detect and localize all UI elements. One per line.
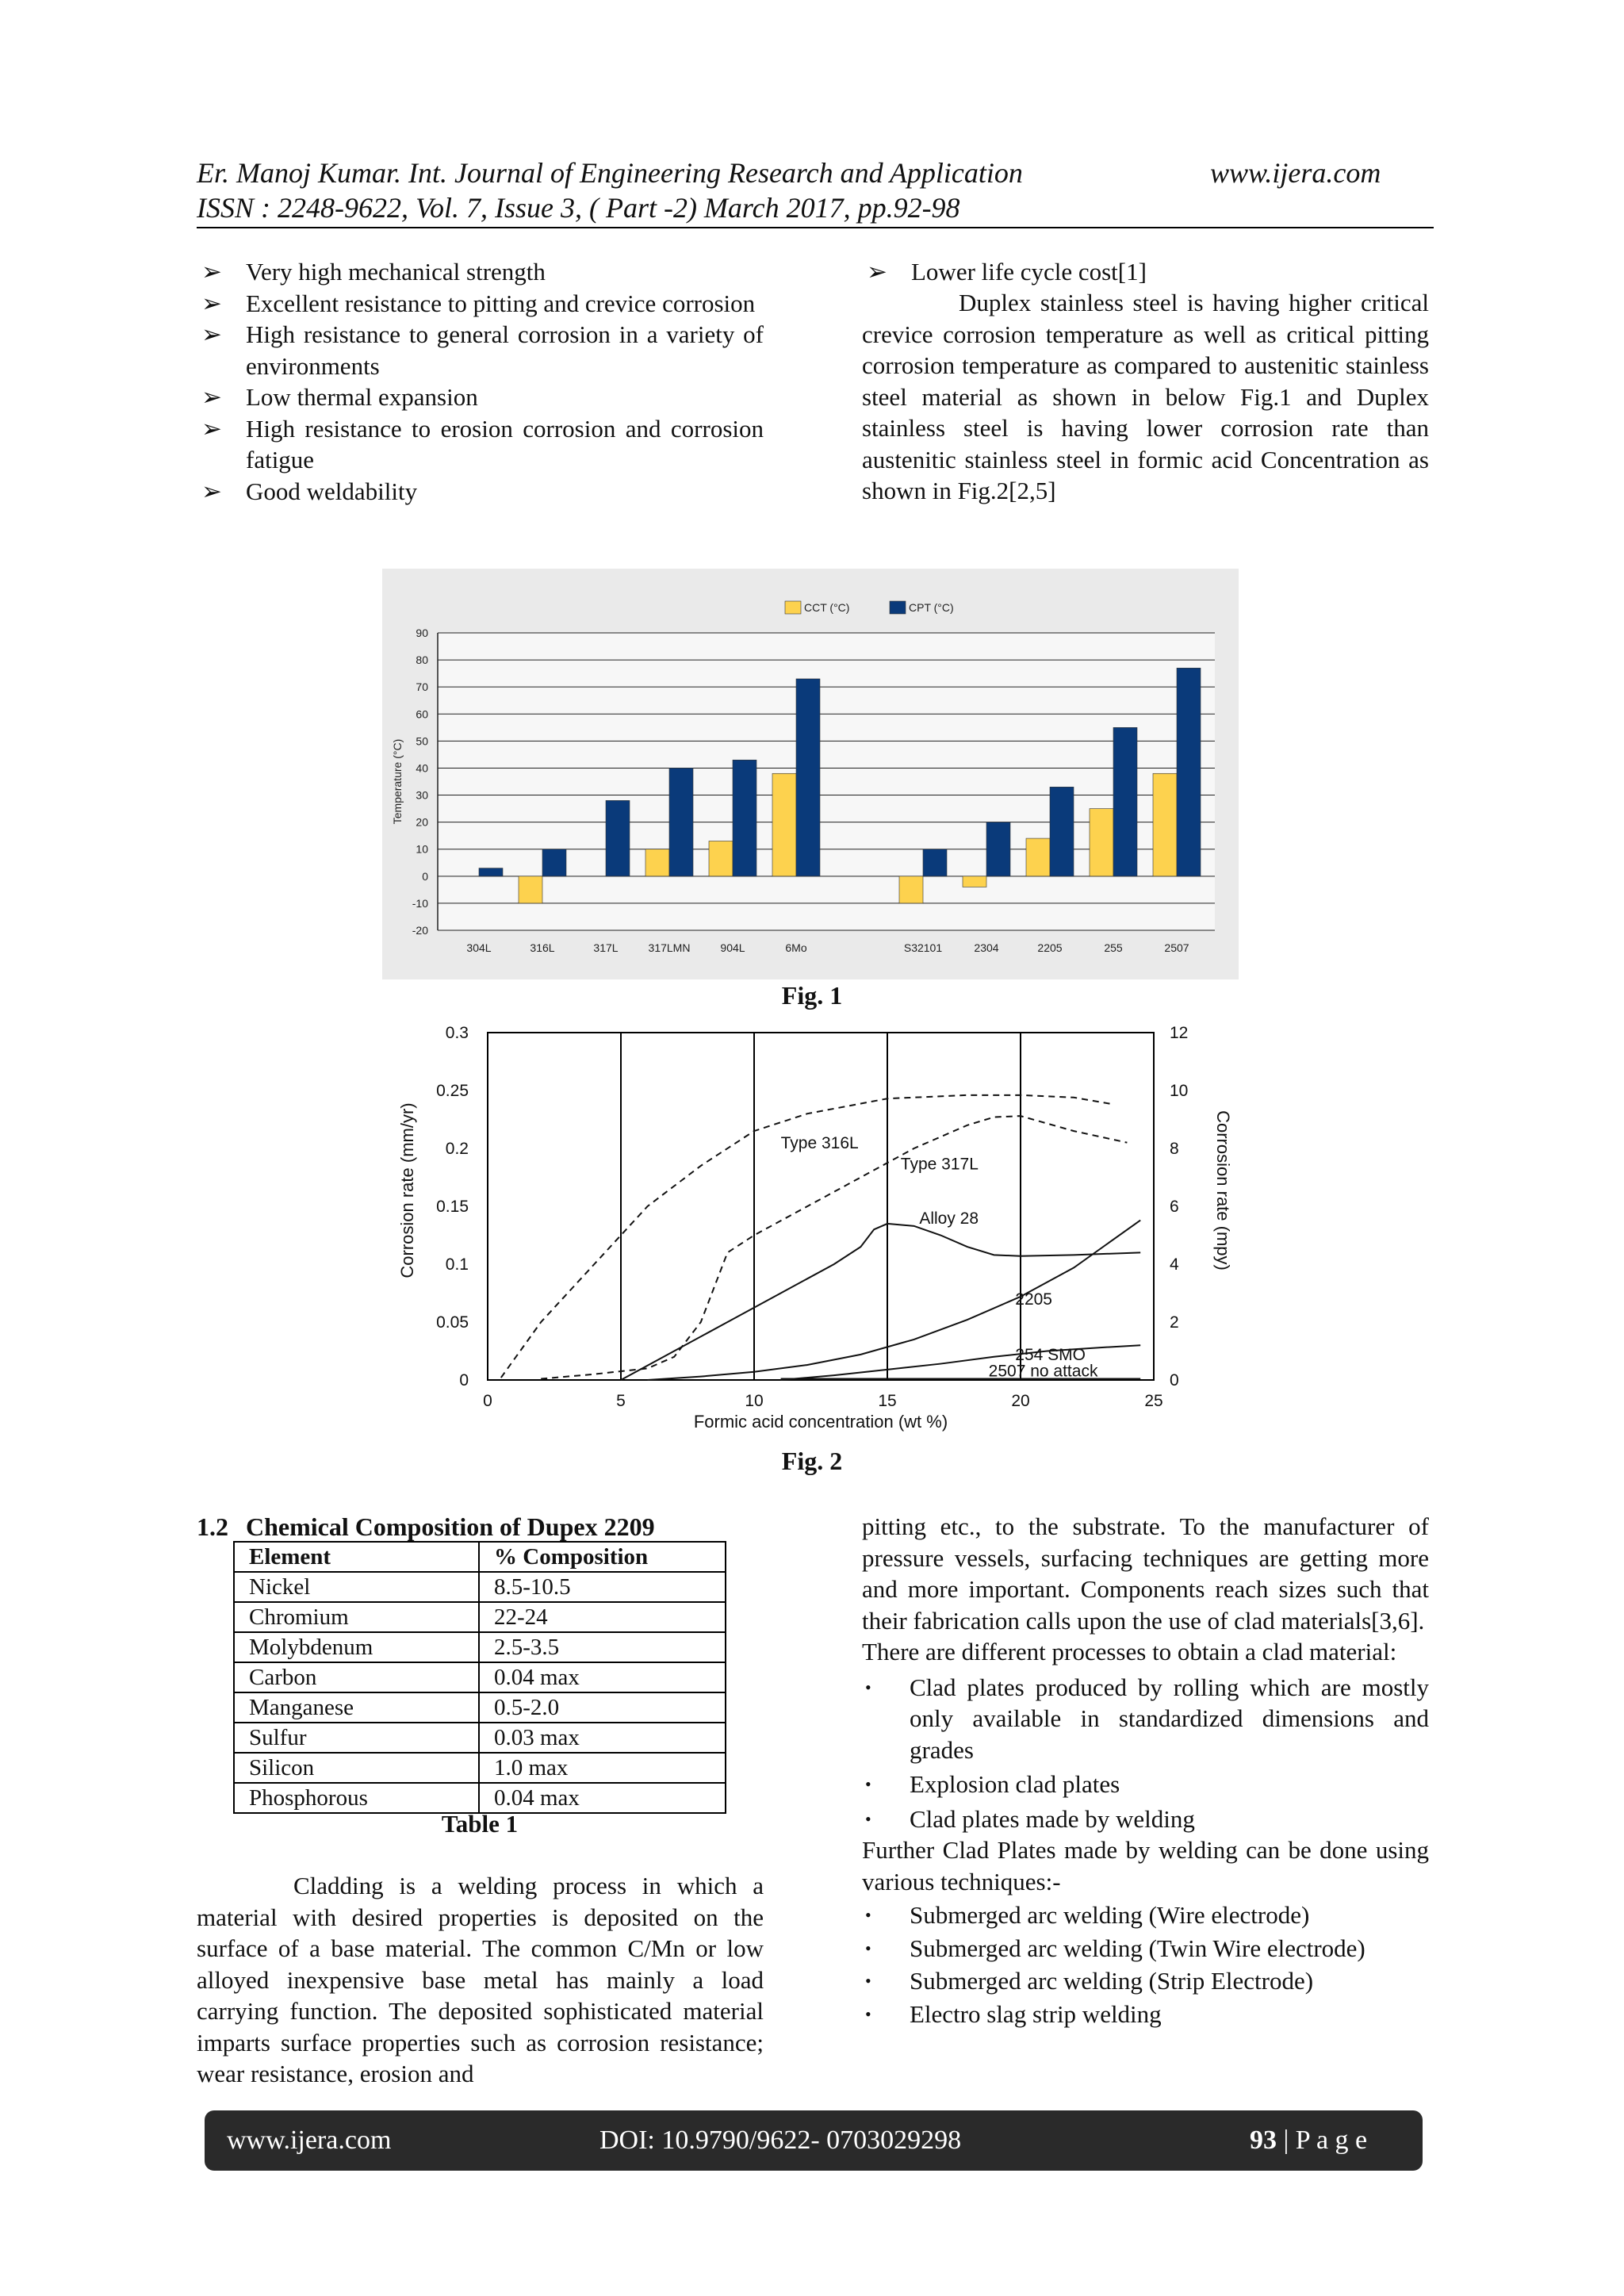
bar-cct [1026, 838, 1050, 876]
plot-frame [488, 1033, 1154, 1380]
table-cell: Phosphorous [234, 1783, 479, 1813]
dot-bullet-icon: • [865, 1677, 871, 1697]
journal-header-line1: Er. Manoj Kumar. Int. Journal of Engineering Research and Application [197, 157, 1023, 189]
arrow-bullet-icon: ➢ [201, 258, 222, 286]
list-item: • Clad plates made by welding [862, 1803, 1429, 1835]
list-item: ➢ Low thermal expansion [197, 381, 764, 413]
list-item: ➢ Excellent resistance to pitting and crevice corrosion [197, 288, 764, 320]
y-axis-label: Corrosion rate (mm/yr) [397, 1102, 417, 1278]
list-item: ➢ High resistance to general corrosion in a variety of environments [201, 320, 764, 380]
cladding-paragraph: Cladding is a welding process in which a material with desired properties is deposited on the surface of a base material. The common C/Mn or low alloyed inexpensive base metal has mainly a load carrying function. The deposited sophisticated material imparts surface properties such as corrosion resistance; wear resistance, erosion and [197, 1872, 764, 2087]
section-title: Chemical Composition of Dupex 2209 [246, 1512, 655, 1541]
y-tick-label: 80 [416, 654, 428, 667]
legend-label: CCT (°C) [804, 601, 850, 614]
table-header-cell: Element [234, 1542, 479, 1572]
dot-bullet-icon: • [865, 1971, 871, 1991]
bar-cpt [796, 679, 820, 876]
y2-tick-label: 2 [1170, 1313, 1179, 1332]
table-row [234, 1723, 726, 1753]
processes-paragraph: There are different processes to obtain a clad material: [862, 1638, 1397, 1665]
bar-cpt [733, 760, 756, 876]
techniques-paragraph: Further Clad Plates made by welding can be done using various techniques:- [862, 1836, 1429, 1895]
bar-cct [1153, 773, 1177, 876]
x-tick-label: 5 [616, 1392, 626, 1410]
table-cell: Nickel [234, 1572, 479, 1602]
cost-list [862, 256, 1429, 288]
fig1-caption: Fig. 1 [781, 981, 843, 1010]
bar-cpt [669, 768, 693, 876]
y2-tick-label: 10 [1170, 1082, 1189, 1100]
x-tick-label: 20 [1011, 1392, 1030, 1410]
table-cell: Carbon [234, 1662, 479, 1692]
table-row [234, 1753, 726, 1783]
table-row [234, 1602, 726, 1632]
arrow-bullet-icon: ➢ [201, 289, 222, 317]
arrow-bullet-icon: ➢ [201, 383, 222, 411]
series-annotation: 2205 [1015, 1290, 1052, 1309]
footer-page [1250, 2110, 1367, 2171]
y2-tick-label: 6 [1170, 1198, 1179, 1216]
y-tick-label: 0.3 [445, 1024, 469, 1042]
table-cell: Manganese [234, 1692, 479, 1723]
table-cell: 2.5-3.5 [479, 1632, 726, 1662]
y2-tick-label: 8 [1170, 1140, 1179, 1158]
bar-cct [1090, 809, 1113, 876]
x-tick-label: S32101 [903, 941, 943, 954]
bar-cct [963, 876, 986, 887]
series-annotation: Alloy 28 [919, 1209, 979, 1228]
bar-cct [772, 773, 796, 876]
list-item: ➢ High resistance to erosion corrosion and corrosion fatigue [201, 414, 764, 473]
table-cell: 0.04 max [479, 1783, 726, 1813]
bar-cct [899, 876, 923, 903]
page-number: 93 [1250, 2125, 1277, 2155]
y-tick-label: 10 [416, 842, 428, 856]
table-caption: Table 1 [441, 1810, 519, 1838]
table-row [234, 1783, 726, 1813]
table-cell: 22-24 [479, 1602, 726, 1632]
table-cell: Molybdenum [234, 1632, 479, 1662]
footer-website[interactable]: www.ijera.com [227, 2125, 392, 2155]
table-row [234, 1662, 726, 1692]
x-axis-label: Formic acid concentration (wt %) [693, 1412, 948, 1432]
legend-swatch [785, 601, 801, 614]
x-tick-label: 316L [530, 941, 555, 954]
arrow-bullet-icon: ➢ [867, 258, 887, 286]
table-cell: 8.5-10.5 [479, 1572, 726, 1602]
bar-cpt [542, 849, 566, 876]
x-tick-label: 304L [466, 941, 492, 954]
x-tick-label: 0 [483, 1392, 492, 1410]
y-tick-label: 30 [416, 788, 428, 802]
journal-header-line2: ISSN : 2248-9622, Vol. 7, Issue 3, ( Part -2) March 2017, pp.92-98 [197, 192, 960, 224]
x-tick-label: 2507 [1164, 941, 1189, 954]
figure-2 [393, 1015, 1233, 1432]
table-row [234, 1632, 726, 1662]
header-rule [197, 227, 1434, 228]
section-number: 1.2 [197, 1512, 228, 1541]
dot-bullet-icon: • [865, 1905, 871, 1925]
x-tick-label: 15 [878, 1392, 897, 1410]
y2-tick-label: 12 [1170, 1024, 1189, 1042]
dot-bullet-icon: • [865, 1774, 871, 1794]
y-tick-label: 40 [416, 761, 428, 775]
arrow-bullet-icon: ➢ [201, 477, 222, 505]
dot-bullet-icon: • [865, 1938, 871, 1958]
corrosion-rate-line-chart [393, 1015, 1233, 1432]
page-label: | P a g e [1277, 2125, 1368, 2155]
legend-label: CPT (°C) [909, 601, 954, 614]
series-annotation: 254 SMO [1015, 1346, 1086, 1365]
y2-tick-label: 4 [1170, 1255, 1179, 1274]
x-tick-label: 6Mo [785, 941, 807, 954]
table-cell: 1.0 max [479, 1753, 726, 1783]
table-header-cell: % Composition [479, 1542, 726, 1572]
list-item: ➢ Very high mechanical strength [197, 256, 764, 288]
y-axis-label: Temperature (°C) [391, 738, 404, 825]
list-item: • Electro slag strip welding [862, 1999, 1429, 2030]
y-tick-label: 0.1 [445, 1255, 469, 1274]
journal-website[interactable]: www.ijera.com [1210, 157, 1381, 189]
intro-paragraph: Duplex stainless steel is having higher critical crevice corrosion temperature as well as critical pitting corrosion temperature as compared to austenitic stainless steel material as shown in below Fig.1 and Duplex stainless steel is having lower corrosion rate than austenitic stainless steel in formic acid Concentration as shown in Fig.2[2,5] [862, 289, 1429, 504]
bar-cct [519, 876, 542, 903]
y-tick-label: 0.05 [436, 1313, 469, 1332]
arrow-bullet-icon: ➢ [201, 414, 222, 443]
x-tick-label: 10 [745, 1392, 764, 1410]
y2-tick-label: 0 [1170, 1371, 1179, 1389]
bar-cpt [986, 822, 1010, 876]
x-tick-label: 2304 [974, 941, 999, 954]
y2-axis-label: Corrosion rate (mpy) [1213, 1110, 1233, 1271]
y-tick-label: 0 [459, 1371, 469, 1389]
y-tick-label: -20 [412, 924, 428, 937]
list-item: ➢ Lower life cycle cost[1] [862, 256, 1429, 288]
list-item: ➢ Good weldability [197, 476, 764, 508]
process-list [862, 1672, 1429, 1835]
right-column-body [862, 1511, 1429, 2030]
arrow-bullet-icon: ➢ [201, 320, 222, 348]
cct-cpt-bar-chart [382, 569, 1239, 979]
composition-table [233, 1541, 726, 1814]
manufacturing-paragraph: pitting etc., to the substrate. To the manufacturer of pressure vessels, surfacing techniques are getting more and more important. Components reach sizes such that their fabrication calls upon the use of clad materials[3,6]. [862, 1512, 1429, 1635]
footer-doi[interactable]: DOI: 10.9790/9622- 0703029298 [599, 2125, 962, 2155]
series-annotation: 2507 no attack [988, 1362, 1098, 1381]
x-tick-label: 25 [1144, 1392, 1163, 1410]
y-tick-label: 0 [422, 869, 428, 883]
table-cell: Silicon [234, 1753, 479, 1783]
bar-cpt [1113, 727, 1137, 876]
dot-bullet-icon: • [865, 2003, 871, 2024]
page-footer [205, 2110, 1423, 2171]
y-tick-label: 90 [416, 627, 428, 639]
y-tick-label: 0.15 [436, 1198, 469, 1216]
bar-cct [709, 841, 733, 876]
y-tick-label: 0.25 [436, 1082, 469, 1100]
x-tick-label: 904L [720, 941, 745, 954]
table-cell: 0.03 max [479, 1723, 726, 1753]
x-tick-label: 2205 [1037, 941, 1063, 954]
property-list [197, 256, 764, 507]
table-cell: Sulfur [234, 1723, 479, 1753]
series-annotation: Type 317L [900, 1155, 979, 1174]
section-heading [197, 1511, 655, 1543]
table-cell: 0.04 max [479, 1662, 726, 1692]
y-tick-label: 20 [416, 815, 428, 829]
bar-cct [645, 849, 669, 876]
list-item: • Submerged arc welding (Strip Electrode) [862, 1965, 1429, 1997]
list-item: • Submerged arc welding (Wire electrode) [862, 1899, 1429, 1931]
fig2-caption: Fig. 2 [781, 1447, 843, 1475]
y-tick-label: -10 [412, 896, 428, 910]
bar-cpt [1050, 787, 1074, 876]
table-cell: 0.5-2.0 [479, 1692, 726, 1723]
technique-list [862, 1899, 1429, 2030]
bar-cpt [606, 800, 630, 876]
y-tick-label: 60 [416, 707, 428, 721]
table-cell: Chromium [234, 1602, 479, 1632]
dot-bullet-icon: • [865, 1808, 871, 1829]
x-tick-label: 317L [593, 941, 619, 954]
list-item: • Explosion clad plates [862, 1769, 1429, 1800]
x-tick-label: 255 [1104, 941, 1123, 954]
bar-cpt [923, 849, 947, 876]
table-row [234, 1692, 726, 1723]
table-header-row [234, 1542, 726, 1572]
y-tick-label: 0.2 [445, 1140, 469, 1158]
legend-swatch [890, 601, 906, 614]
plot-area [438, 633, 1215, 930]
table-row [234, 1572, 726, 1602]
list-item: • Submerged arc welding (Twin Wire electrode) [862, 1933, 1429, 1964]
bar-cpt [1177, 668, 1201, 876]
bar-cpt [479, 868, 503, 876]
y-tick-label: 50 [416, 734, 428, 748]
list-item: • Clad plates produced by rolling which are mostly only available in standardized dimensions and grades [865, 1673, 1429, 1764]
series-annotation: Type 316L [780, 1134, 859, 1152]
x-tick-label: 317LMN [648, 941, 691, 954]
figure-1 [382, 569, 1239, 979]
y-tick-label: 70 [416, 680, 428, 694]
